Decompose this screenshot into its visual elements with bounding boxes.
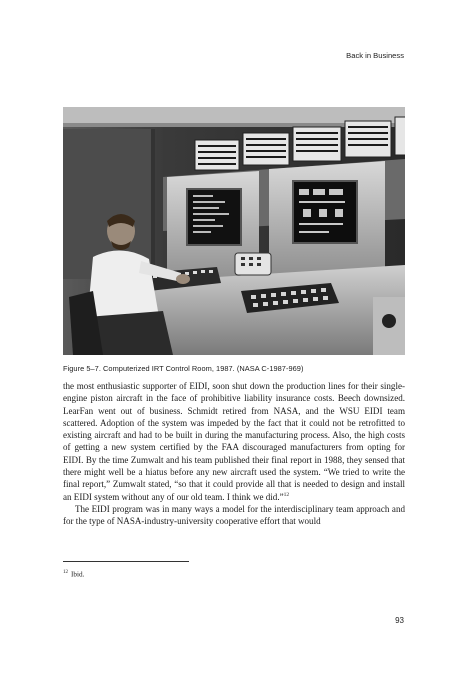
page-number: 93	[395, 616, 404, 625]
running-head: Back in Business	[346, 51, 404, 60]
paragraph-1-text: the most enthusiastic supporter of EIDI, soon shut down the production lines for their single-engine piston aircraft in the face of prohibitive liability insurance costs. Beech downsized. LearFan went out of business. Schmidt retired from NASA, and the WSU EIDI team scattered. Adoption of the system was impeded by the fact that it could not be retrofitted to existing aircraft and had to be built in during the manufacturing process. Also, the high costs of getting a new system certified by the FAA discouraged manufacturers from opting for EIDI. By the time Zumwalt and his team published their final report in 1988, they sensed that there might well be a hiatus before any new aircraft used the system. “We tried to write the final report,” Zumwalt stated, “so that it could provide all that is needed to design and install an EIDI system without any of our old team. I think we did.”	[63, 381, 405, 502]
paragraph-2: The EIDI program was in many ways a model for the interdisciplinary team approach and for the type of NASA-industry-university cooperative effort that would	[63, 503, 405, 527]
footnote-rule	[63, 561, 189, 562]
footnote-reference: 12	[283, 491, 290, 498]
body-text	[63, 380, 405, 528]
footnote-number: 12	[63, 570, 68, 575]
footnote	[63, 570, 84, 578]
control-room-photo	[63, 107, 405, 355]
footnote-text: Ibid.	[71, 570, 85, 579]
paragraph-1	[63, 380, 405, 503]
figure-caption: Figure 5–7. Computerized IRT Control Room, 1987. (NASA C-1987-969)	[63, 364, 304, 373]
